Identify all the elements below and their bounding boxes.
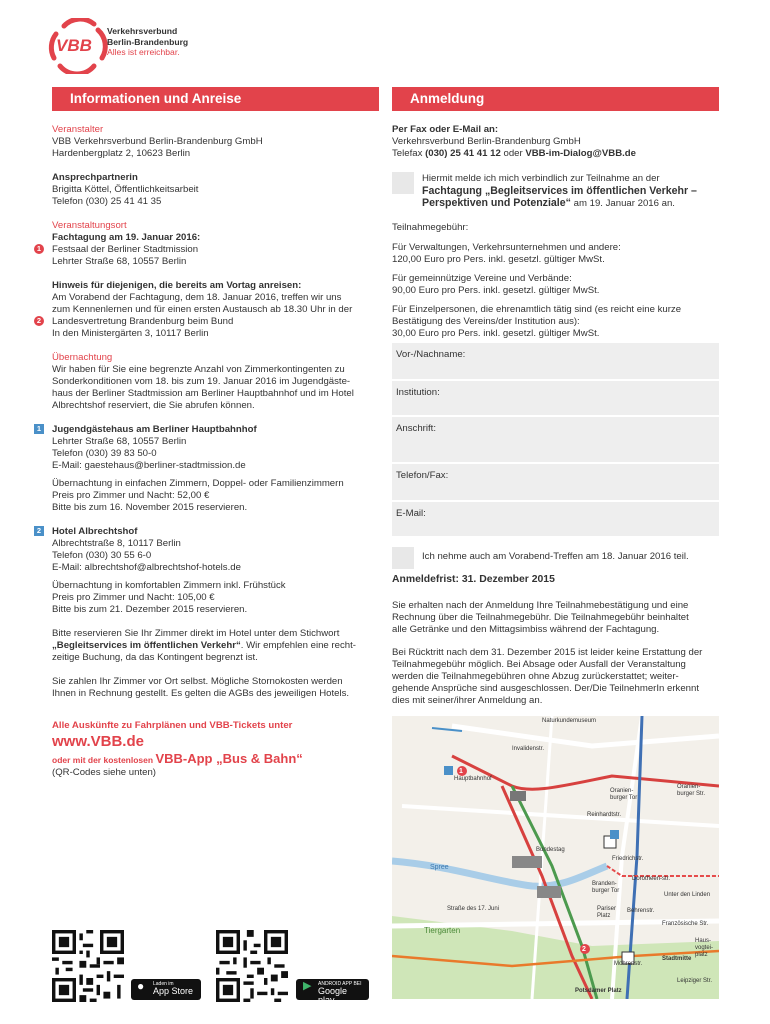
accommodation-line: Sonderkonditionen vom 18. bis zum 19. Januar 2016 im Jugendgäste- (52, 376, 351, 387)
institution-label: Institution: (396, 387, 440, 398)
registration-banner: Anmeldung (392, 87, 719, 111)
google-play-badge[interactable] (296, 979, 369, 1005)
hotel2-line: Preis pro Zimmer und Nacht: 105,00 € (52, 592, 215, 603)
google-play-small: ANDROID APP BEI (318, 981, 362, 987)
map-label: Behrenstr. (627, 908, 655, 914)
hotel1-line: Bitte bis zum 16. November 2015 reservieren. (52, 502, 248, 513)
evening-checkbox[interactable] (392, 547, 414, 569)
email-link[interactable]: VBB-im-Dialog@VBB.de (525, 148, 636, 159)
hotel1-line: Übernachtung in einfachen Zimmern, Doppel- oder Familienzimmern (52, 478, 344, 489)
map-label: Pariser Platz (597, 906, 617, 919)
map-label: Reinhardtstr. (587, 812, 622, 818)
confirmation-line: alle Getränke und den Mittagsimbiss während der Fachtagung. (392, 624, 660, 635)
info-banner: Informationen und Anreise (52, 87, 379, 111)
map-label: Tiergarten (424, 926, 461, 935)
hotel1-line: Telefon (030) 39 83 50-0 (52, 448, 157, 459)
cancellation-line: dies mit seiner/ihrer Anmeldung an. (392, 695, 543, 706)
map-label: Unter den Linden (664, 892, 711, 898)
qr-code-android[interactable] (216, 930, 288, 1002)
phone-fax-label: Telefon/Fax: (396, 470, 449, 481)
contact-line: Brigitta Köttel, Öffentlichkeitsarbeit (52, 184, 199, 195)
vbb-link[interactable]: www.VBB.de (52, 733, 144, 750)
payment-note-line: Sie zahlen Ihr Zimmer vor Ort selbst. Mögliche Stornokosten werden (52, 676, 343, 687)
booking-note-line: . Wir empfehlen eine recht- (240, 640, 356, 651)
map-label: Oranien-burger Str. (677, 784, 706, 797)
confirmation-line: Sie erhalten nach der Anmeldung Ihre Teilnahmebestätigung und eine (392, 600, 689, 611)
map-label: Spree (430, 864, 449, 871)
name-label: Vor-/Nachname: (396, 349, 466, 360)
qr-code-ios[interactable] (52, 930, 124, 1002)
accommodation-line: Albrechtshof reserviert, die Sie abrufen können. (52, 400, 255, 411)
evening-label: Ich nehme auch am Vorabend-Treffen am 18. Januar 2016 teil. (422, 551, 689, 562)
fax-or: oder (500, 148, 526, 159)
hint-line: Landesvertretung Brandenburg beim Bund (52, 316, 234, 327)
map-label: Hauptbahnhof (454, 776, 492, 782)
booking-note-line: zeitige Buchung, da das Kontingent begrenzt ist. (52, 652, 258, 663)
statement-title: Perspektiven und Potenziale“ (422, 197, 571, 209)
booking-note-line: Bitte reservieren Sie Ihr Zimmer direkt im Hotel unter dem Stichwort (52, 628, 340, 639)
address-label: Anschrift: (396, 423, 436, 434)
statement-line: Hiermit melde ich mich verbindlich zur Teilnahme an der (422, 173, 660, 184)
cancellation-line: gehende Ansprüche sind ausgeschlossen. Der/Die TeilnehmerIn erkennt (392, 683, 700, 694)
venue-heading: Veranstaltungsort (52, 220, 127, 231)
left-column (36, 124, 382, 712)
email-field[interactable] (392, 502, 719, 538)
accommodation-heading: Übernachtung (52, 352, 113, 363)
accommodation-line: haus der Berliner Stadtmission am Berliner Hauptbahnhof und im Hotel (52, 388, 354, 399)
map-label: Stadtmitte (662, 956, 692, 962)
fee-line: 120,00 Euro pro Pers. inkl. gesetzl. gültiger MwSt. (392, 254, 605, 265)
map-label: Französische Str. (662, 921, 709, 927)
map-label: Dorotheen-str. (632, 876, 671, 882)
statement-line: am 19. Januar 2016 an. (570, 198, 675, 209)
hotel2-line: Übernachtung in komfortablen Zimmern inkl. Frühstück (52, 580, 286, 591)
svg-text:VBB: VBB (56, 36, 92, 55)
info-footer (52, 720, 382, 779)
venue-line: Lehrter Straße 68, 10557 Berlin (52, 256, 187, 267)
map-marker-2: 2 (582, 946, 586, 953)
map-label: Friedrichstr. (612, 856, 644, 862)
payment-note-line: Ihnen in Rechnung gestellt. Es gelten die AGBs des jeweiligen Hotels. (52, 688, 350, 699)
cancellation-line: Bei Rücktritt nach dem 31. Dezember 2015 ist leider keine Erstattung der (392, 647, 703, 658)
phone-fax-field[interactable] (392, 464, 719, 502)
map-label: Invalidenstr. (512, 746, 545, 752)
fees-heading: Teilnahmegebühr: (392, 222, 469, 233)
map-label: Naturkundemuseum (542, 718, 597, 724)
play-icon: ▶ (303, 980, 312, 992)
right-column (392, 124, 722, 160)
app-intro: oder mit der kostenlosen (52, 755, 156, 765)
map-marker-2: 2 (34, 316, 44, 326)
app-store-label: App Store (153, 986, 194, 996)
venue-line: Fachtagung am 19. Januar 2016: (52, 232, 201, 243)
veranstalter-heading: Veranstalter (52, 124, 104, 135)
hotel2-name: Hotel Albrechtshof (52, 526, 138, 537)
fees-section (392, 222, 722, 340)
map-marker-1: 1 (34, 244, 44, 254)
institution-field[interactable] (392, 381, 719, 417)
cancellation-line: werden die Teilnahmegebühren ohne Abzug zurückerstattet; weiter- (392, 671, 679, 682)
address-field[interactable] (392, 417, 719, 464)
map-label: Oranien-burger Tor (610, 788, 638, 801)
accommodation-line: Wir haben für Sie eine begrenzte Anzahl von Zimmerkontingenten zu (52, 364, 345, 375)
fee-line: 30,00 Euro pro Pers. inkl. gesetzl. gültiger MwSt. (392, 328, 600, 339)
confirmation-line: Rechnung über die Teilnahmegebühr. Die Teilnahmegebühr beinhaltet (392, 612, 689, 623)
qr-hint: (QR-Codes siehe unten) (52, 767, 156, 778)
tagline: Alles ist erreichbar. (107, 47, 180, 57)
map-marker-1: 1 (459, 768, 463, 775)
fax-number: (030) 25 41 41 12 (425, 148, 501, 159)
hotel1-name: Jugendgästehaus am Berliner Hauptbahnhof (52, 424, 257, 435)
hotel2-email[interactable]: E-Mail: albrechtshof@albrechtshof-hotels.de (52, 562, 241, 573)
fax-line: Verkehrsverbund Berlin-Brandenburg GmbH (392, 136, 581, 147)
hotel-marker-1: 1 (34, 424, 44, 434)
map-label: Mohrenstr. (614, 961, 643, 967)
fee-line: Für Verwaltungen, Verkehrsunternehmen und andere: (392, 242, 621, 253)
deadline: Anmeldefrist: 31. Dezember 2015 (392, 574, 555, 585)
hotel1-line: Lehrter Straße 68, 10557 Berlin (52, 436, 187, 447)
fee-line: Bestätigung des Vereins/der Institution aus): (392, 316, 580, 327)
hint-line: Am Vorabend der Fachtagung, dem 18. Januar 2016, treffen wir uns (52, 292, 342, 303)
fee-line: Für gemeinnützige Vereine und Verbände: (392, 273, 572, 284)
hotel1-line: Preis pro Zimmer und Nacht: 52,00 € (52, 490, 210, 501)
hotel-marker-2: 2 (34, 526, 44, 536)
map-label: Potsdamer Platz (575, 988, 622, 994)
apple-icon: ● (137, 979, 145, 993)
map-label: Haus-vogtei-platz (695, 938, 714, 958)
hint-heading: Hinweis für diejenigen, die bereits am Vortag anreisen: (52, 280, 302, 291)
name-field[interactable] (392, 343, 719, 381)
contact-line: Telefon (030) 25 41 41 35 (52, 196, 162, 207)
veranstalter-line: VBB Verkehrsverbund Berlin-Brandenburg GmbH (52, 136, 263, 147)
fax-label: Telefax (392, 148, 426, 159)
info-heading: Alle Auskünfte zu Fahrplänen und VBB-Tickets unter (52, 720, 293, 731)
google-play-label: Google play (318, 986, 348, 1005)
app-store-badge[interactable] (131, 979, 201, 1000)
registration-statement (422, 173, 722, 210)
registration-checkbox[interactable] (392, 172, 414, 194)
venue-map[interactable] (392, 716, 719, 999)
map-label: Straße des 17. Juni (447, 906, 500, 912)
email-label: E-Mail: (396, 508, 426, 519)
veranstalter-line: Hardenbergplatz 2, 10623 Berlin (52, 148, 191, 159)
fee-line: Für Einzelpersonen, die ehrenamtlich tätig sind (es reicht eine kurze (392, 304, 682, 315)
venue-line: Festsaal der Berliner Stadtmission (52, 244, 199, 255)
app-store-small: Laden im (153, 981, 174, 987)
contact-heading: Ansprechpartnerin (52, 172, 138, 183)
keyword: „Begleitservices im öffentlichen Verkehr“ (52, 640, 241, 651)
hotel2-line: Albrechtstraße 8, 10117 Berlin (52, 538, 181, 549)
cancellation-line: Teilnahmegebühr möglich. Bei Absage oder Ausfall der Veranstaltung (392, 659, 686, 670)
hint-line: In den Ministergärten 3, 10117 Berlin (52, 328, 209, 339)
map-label: Bundestag (536, 847, 565, 853)
statement-title: Fachtagung „Begleitservices im öffentlichen Verkehr – (422, 185, 697, 197)
app-name: VBB-App „Bus & Bahn“ (155, 751, 303, 766)
map-label: Branden-burger Tor (592, 881, 620, 894)
org-name: Verkehrsverbund Berlin-Brandenburg Alles ist erreichbar. (107, 26, 189, 57)
fee-line: 90,00 Euro pro Pers. inkl. gesetzl. gültiger MwSt. (392, 285, 600, 296)
hotel1-email[interactable]: E-Mail: gaestehaus@berliner-stadtmission.de (52, 460, 246, 471)
hotel2-line: Telefon (030) 30 55 6-0 (52, 550, 152, 561)
hint-line: zum Kennenlernen und für einen ersten Austausch ab 18.30 Uhr in der (52, 304, 353, 315)
map-label: Leipziger Str. (677, 978, 713, 984)
deadline-section (392, 574, 722, 707)
hotel2-line: Bitte bis zum 21. Dezember 2015 reservieren. (52, 604, 248, 615)
fax-heading: Per Fax oder E-Mail an: (392, 124, 499, 135)
